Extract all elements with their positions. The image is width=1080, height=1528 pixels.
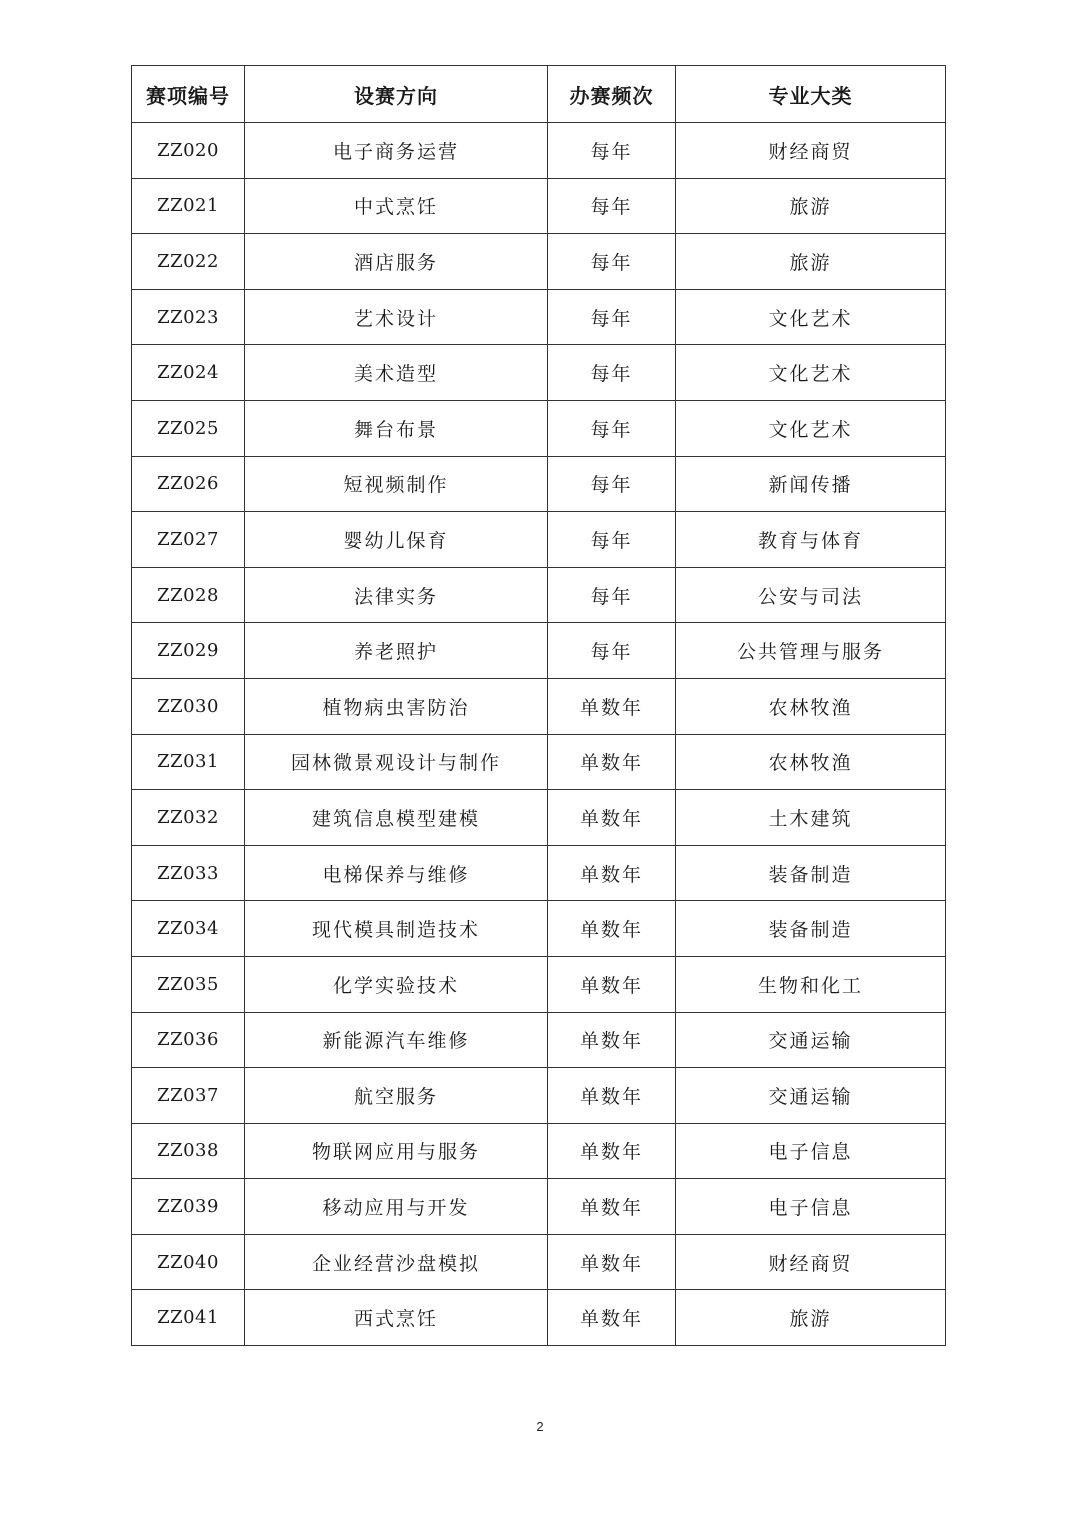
cell-category: 装备制造: [676, 845, 946, 901]
cell-direction: 物联网应用与服务: [245, 1123, 548, 1179]
cell-frequency: 每年: [548, 400, 676, 456]
cell-frequency: 单数年: [548, 1179, 676, 1235]
cell-code: ZZ038: [132, 1123, 245, 1179]
table-row: [132, 456, 946, 512]
cell-direction: 美术造型: [245, 345, 548, 401]
cell-frequency: 每年: [548, 567, 676, 623]
table-body: [132, 123, 946, 1346]
cell-code: ZZ032: [132, 790, 245, 846]
cell-frequency: 单数年: [548, 1012, 676, 1068]
cell-code: ZZ035: [132, 956, 245, 1012]
cell-frequency: 单数年: [548, 1068, 676, 1124]
cell-code: ZZ036: [132, 1012, 245, 1068]
cell-category: 生物和化工: [676, 956, 946, 1012]
cell-direction: 酒店服务: [245, 234, 548, 290]
cell-category: 公共管理与服务: [676, 623, 946, 679]
cell-frequency: 每年: [548, 234, 676, 290]
header-code: 赛项编号: [132, 66, 245, 123]
table-row: [132, 734, 946, 790]
table-row: [132, 289, 946, 345]
cell-frequency: 单数年: [548, 1234, 676, 1290]
cell-frequency: 单数年: [548, 1123, 676, 1179]
table-row: [132, 512, 946, 568]
table-row: [132, 901, 946, 957]
table-row: [132, 956, 946, 1012]
competition-table: [131, 65, 946, 1346]
cell-category: 旅游: [676, 234, 946, 290]
cell-category: 交通运输: [676, 1012, 946, 1068]
cell-code: ZZ030: [132, 678, 245, 734]
cell-frequency: 每年: [548, 123, 676, 179]
cell-direction: 企业经营沙盘模拟: [245, 1234, 548, 1290]
cell-code: ZZ024: [132, 345, 245, 401]
cell-category: 农林牧渔: [676, 678, 946, 734]
cell-code: ZZ039: [132, 1179, 245, 1235]
cell-category: 交通运输: [676, 1068, 946, 1124]
cell-direction: 艺术设计: [245, 289, 548, 345]
cell-category: 电子信息: [676, 1123, 946, 1179]
cell-code: ZZ025: [132, 400, 245, 456]
cell-direction: 化学实验技术: [245, 956, 548, 1012]
cell-direction: 婴幼儿保育: [245, 512, 548, 568]
cell-code: ZZ023: [132, 289, 245, 345]
cell-direction: 现代模具制造技术: [245, 901, 548, 957]
cell-direction: 短视频制作: [245, 456, 548, 512]
cell-direction: 养老照护: [245, 623, 548, 679]
cell-code: ZZ028: [132, 567, 245, 623]
cell-code: ZZ026: [132, 456, 245, 512]
cell-category: 教育与体育: [676, 512, 946, 568]
cell-direction: 电梯保养与维修: [245, 845, 548, 901]
cell-frequency: 单数年: [548, 901, 676, 957]
cell-direction: 园林微景观设计与制作: [245, 734, 548, 790]
cell-code: ZZ022: [132, 234, 245, 290]
cell-direction: 航空服务: [245, 1068, 548, 1124]
table-row: [132, 178, 946, 234]
header-direction: 设赛方向: [245, 66, 548, 123]
cell-category: 电子信息: [676, 1179, 946, 1235]
cell-category: 装备制造: [676, 901, 946, 957]
table-row: [132, 123, 946, 179]
cell-frequency: 单数年: [548, 1290, 676, 1346]
cell-category: 文化艺术: [676, 400, 946, 456]
cell-frequency: 每年: [548, 623, 676, 679]
cell-category: 新闻传播: [676, 456, 946, 512]
table-row: [132, 567, 946, 623]
cell-code: ZZ021: [132, 178, 245, 234]
cell-code: ZZ027: [132, 512, 245, 568]
table-row: [132, 623, 946, 679]
table-row: [132, 790, 946, 846]
cell-frequency: 每年: [548, 512, 676, 568]
cell-category: 财经商贸: [676, 1234, 946, 1290]
table-header-row: [132, 66, 946, 123]
cell-frequency: 单数年: [548, 734, 676, 790]
table-row: [132, 1234, 946, 1290]
table-row: [132, 1012, 946, 1068]
cell-frequency: 单数年: [548, 678, 676, 734]
cell-code: ZZ037: [132, 1068, 245, 1124]
cell-category: 农林牧渔: [676, 734, 946, 790]
cell-category: 公安与司法: [676, 567, 946, 623]
cell-code: ZZ029: [132, 623, 245, 679]
cell-direction: 移动应用与开发: [245, 1179, 548, 1235]
table-row: [132, 1123, 946, 1179]
table-row: [132, 678, 946, 734]
cell-category: 文化艺术: [676, 289, 946, 345]
cell-frequency: 每年: [548, 456, 676, 512]
cell-frequency: 单数年: [548, 845, 676, 901]
cell-category: 文化艺术: [676, 345, 946, 401]
cell-direction: 电子商务运营: [245, 123, 548, 179]
cell-code: ZZ031: [132, 734, 245, 790]
cell-code: ZZ020: [132, 123, 245, 179]
table-row: [132, 234, 946, 290]
cell-frequency: 每年: [548, 178, 676, 234]
cell-direction: 新能源汽车维修: [245, 1012, 548, 1068]
cell-code: ZZ040: [132, 1234, 245, 1290]
cell-frequency: 每年: [548, 345, 676, 401]
page-number: 2: [536, 1419, 544, 1434]
table-row: [132, 845, 946, 901]
table-row: [132, 400, 946, 456]
cell-code: ZZ034: [132, 901, 245, 957]
cell-code: ZZ033: [132, 845, 245, 901]
header-frequency: 办赛频次: [548, 66, 676, 123]
cell-frequency: 单数年: [548, 956, 676, 1012]
table-row: [132, 1068, 946, 1124]
cell-category: 旅游: [676, 178, 946, 234]
cell-category: 土木建筑: [676, 790, 946, 846]
header-category: 专业大类: [676, 66, 946, 123]
cell-frequency: 单数年: [548, 790, 676, 846]
cell-frequency: 每年: [548, 289, 676, 345]
table-row: [132, 345, 946, 401]
cell-direction: 植物病虫害防治: [245, 678, 548, 734]
table-row: [132, 1290, 946, 1346]
cell-direction: 建筑信息模型建模: [245, 790, 548, 846]
cell-direction: 法律实务: [245, 567, 548, 623]
cell-direction: 中式烹饪: [245, 178, 548, 234]
cell-direction: 西式烹饪: [245, 1290, 548, 1346]
table-row: [132, 1179, 946, 1235]
cell-direction: 舞台布景: [245, 400, 548, 456]
cell-code: ZZ041: [132, 1290, 245, 1346]
cell-category: 财经商贸: [676, 123, 946, 179]
cell-category: 旅游: [676, 1290, 946, 1346]
